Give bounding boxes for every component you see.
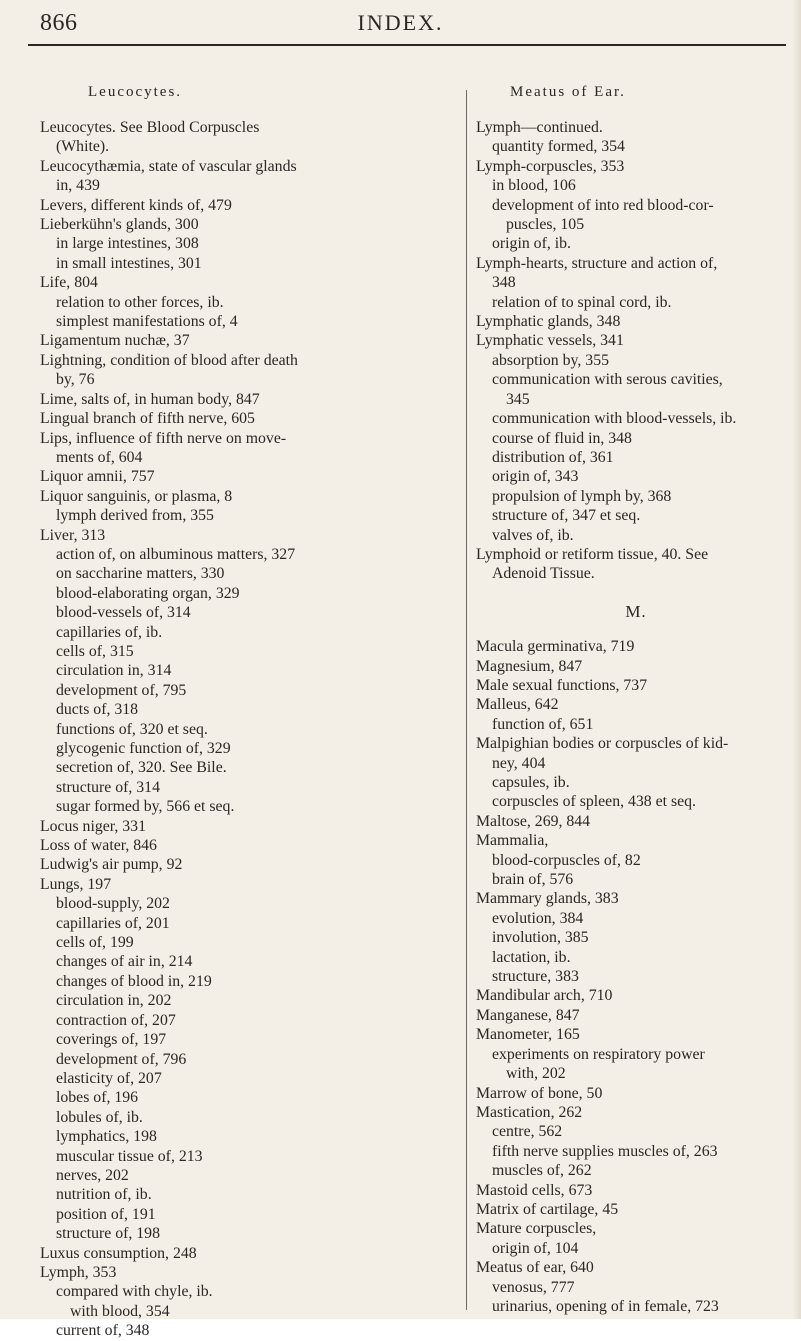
page-title: INDEX. xyxy=(357,10,444,35)
index-subentry: in, 439 xyxy=(56,177,100,195)
index-entry: Lingual branch of fifth nerve, 605 xyxy=(40,410,255,428)
index-subentry: propulsion of lymph by, 368 xyxy=(492,487,672,505)
right-column-m-entries xyxy=(476,637,796,1316)
right-column-l-entries xyxy=(476,118,796,584)
index-subentry: capillaries of, 201 xyxy=(56,914,170,932)
index-subentry: structure of, 314 xyxy=(56,778,160,796)
index-entry: Loss of water, 846 xyxy=(40,837,157,855)
index-subentry: ducts of, 318 xyxy=(56,701,139,719)
index-subentry: muscles of, 262 xyxy=(492,1162,592,1180)
index-subentry: functions of, 320 et seq. xyxy=(56,720,208,738)
index-subentry: corpuscles of spleen, 438 et seq. xyxy=(492,793,696,811)
index-subentry: changes of blood in, 219 xyxy=(56,972,212,990)
header-rule xyxy=(28,44,786,46)
index-subentry: lobes of, 196 xyxy=(56,1089,139,1107)
index-entry: Manganese, 847 xyxy=(476,1006,580,1024)
index-subentry: in small intestines, 301 xyxy=(56,254,202,272)
index-entry: Liver, 313 xyxy=(40,526,106,544)
index-subentry: communication with serous cavities, xyxy=(492,371,723,389)
index-subentry: absorption by, 355 xyxy=(492,351,610,369)
index-subentry: lobules of, ib. xyxy=(56,1108,143,1126)
index-entry: Leucocytes. See Blood Corpuscles xyxy=(40,119,260,136)
index-subentry: relation to other forces, ib. xyxy=(56,293,224,311)
index-subentry: glycogenic function of, 329 xyxy=(56,740,231,757)
running-head-left: Leucocytes. xyxy=(88,84,183,100)
index-entry: Liquor amnii, 757 xyxy=(40,468,155,486)
index-subentry: origin of, 343 xyxy=(492,468,579,486)
index-subentry: origin of, ib. xyxy=(492,235,571,253)
index-subentry: structure of, 198 xyxy=(56,1225,160,1243)
index-entry: Lymph, 353 xyxy=(40,1263,117,1281)
index-entry: Lungs, 197 xyxy=(40,875,112,893)
index-entry: Lymphatic vessels, 341 xyxy=(476,332,624,350)
index-entry: Lightning, condition of blood after death xyxy=(40,351,298,369)
index-subentry: experiments on respiratory power xyxy=(492,1045,705,1063)
index-subentry: capsules, ib. xyxy=(492,774,570,791)
index-subentry: ney, 404 xyxy=(492,754,546,772)
index-subentry: centre, 562 xyxy=(492,1123,563,1141)
index-entry: Matrix of cartilage, 45 xyxy=(476,1200,619,1218)
index-subentry: nutrition of, ib. xyxy=(56,1186,152,1204)
index-subentry: elasticity of, 207 xyxy=(56,1069,162,1087)
index-subentry: quantity formed, 354 xyxy=(492,138,625,156)
running-head-right: Meatus of Ear. xyxy=(510,84,626,100)
section-letter: M. xyxy=(625,601,647,621)
index-entry: Leucocythæmia, state of vascular glands xyxy=(40,157,297,175)
index-subentry: position of, 191 xyxy=(56,1205,156,1223)
index-subentry: communication with blood-vessels, ib. xyxy=(492,410,737,428)
index-entry: Mastoid cells, 673 xyxy=(476,1181,593,1199)
index-subentry: circulation in, 202 xyxy=(56,992,172,1010)
index-subentry: capillaries of, ib. xyxy=(56,623,163,641)
index-entry: Lieberkühn's glands, 300 xyxy=(40,216,199,234)
right-index-column xyxy=(476,118,796,1316)
index-entry: Lymphatic glands, 348 xyxy=(476,313,621,331)
index-subentry: lymphatics, 198 xyxy=(56,1128,157,1146)
index-entry: Mature corpuscles, xyxy=(476,1220,597,1238)
index-subentry: 345 xyxy=(506,390,530,408)
index-entry: Lymph-hearts, structure and action of, xyxy=(476,254,718,272)
index-entry: Ludwig's air pump, 92 xyxy=(40,856,183,874)
index-subentry: fifth nerve supplies muscles of, 263 xyxy=(492,1142,718,1160)
index-subentry: ments of, 604 xyxy=(56,448,143,466)
index-subentry: involution, 385 xyxy=(492,929,589,947)
index-subentry: with blood, 354 xyxy=(70,1302,170,1320)
index-entry: Lymph-corpuscles, 353 xyxy=(476,157,625,175)
index-subentry: circulation in, 314 xyxy=(56,662,172,680)
index-subentry: function of, 651 xyxy=(492,715,594,733)
index-entry: Life, 804 xyxy=(40,274,98,292)
index-subentry: structure, 383 xyxy=(492,968,579,986)
index-subentry: development of into red blood-cor- xyxy=(492,196,714,214)
index-entry: Malpighian bodies or corpuscles of kid- xyxy=(476,735,729,753)
index-entry: Lymph—continued. xyxy=(476,119,603,136)
index-subentry: compared with chyle, ib. xyxy=(56,1283,213,1301)
index-subentry: current of, 348 xyxy=(56,1322,150,1340)
index-entry: Locus niger, 331 xyxy=(40,817,146,835)
index-subentry: (White). xyxy=(56,138,110,156)
index-subentry: simplest manifestations of, 4 xyxy=(56,313,238,331)
index-subentry: Adenoid Tissue. xyxy=(492,565,595,583)
index-entry: Lymphoid or retiform tissue, 40. See xyxy=(476,545,709,563)
index-entry: Liquor sanguinis, or plasma, 8 xyxy=(40,487,233,505)
index-entry: Magnesium, 847 xyxy=(476,657,583,675)
index-subentry: with, 202 xyxy=(506,1065,566,1083)
index-subentry: coverings of, 197 xyxy=(56,1031,167,1049)
index-subentry: blood-supply, 202 xyxy=(56,895,170,913)
index-subentry: puscles, 105 xyxy=(506,216,585,234)
index-subentry: brain of, 576 xyxy=(492,871,574,889)
index-subentry: lactation, ib. xyxy=(492,948,571,966)
index-subentry: development of, 796 xyxy=(56,1050,187,1068)
index-entry: Manometer, 165 xyxy=(476,1026,580,1044)
index-subentry: cells of, 199 xyxy=(56,934,134,952)
index-entry: Lips, influence of fifth nerve on move- xyxy=(40,429,287,447)
index-subentry: on saccharine matters, 330 xyxy=(56,565,225,583)
index-subentry: nerves, 202 xyxy=(56,1166,129,1184)
index-subentry: 348 xyxy=(492,274,516,292)
column-divider xyxy=(466,90,467,1310)
index-subentry: origin of, 104 xyxy=(492,1239,579,1257)
index-subentry: blood-corpuscles of, 82 xyxy=(492,851,641,869)
index-subentry: secretion of, 320. See Bile. xyxy=(56,759,227,777)
index-entry: Malleus, 642 xyxy=(476,696,559,714)
index-subentry: by, 76 xyxy=(56,371,95,389)
index-subentry: development of, 795 xyxy=(56,681,187,699)
index-entry: Macula germinativa, 719 xyxy=(476,638,635,656)
index-entry: Mandibular arch, 710 xyxy=(476,987,613,1005)
index-subentry: lymph derived from, 355 xyxy=(56,507,214,525)
index-subentry: contraction of, 207 xyxy=(56,1011,176,1029)
index-subentry: course of fluid in, 348 xyxy=(492,429,632,447)
left-index-column xyxy=(40,118,455,1341)
index-entry: Maltose, 269, 844 xyxy=(476,812,591,830)
index-entry: Meatus of ear, 640 xyxy=(476,1259,594,1277)
index-subentry: distribution of, 361 xyxy=(492,448,614,466)
index-subentry: in blood, 106 xyxy=(492,177,576,195)
index-entry: Male sexual functions, 737 xyxy=(476,676,648,694)
page-number: 866 xyxy=(40,10,78,36)
index-subentry: venosus, 777 xyxy=(492,1278,575,1296)
index-subentry: relation of to spinal cord, ib. xyxy=(492,293,672,311)
index-entry: Marrow of bone, 50 xyxy=(476,1084,603,1102)
index-subentry: changes of air in, 214 xyxy=(56,953,193,971)
index-entry: Mammalia, xyxy=(476,832,549,850)
page-edge xyxy=(793,0,801,1319)
index-subentry: valves of, ib. xyxy=(492,526,574,544)
index-subentry: evolution, 384 xyxy=(492,909,584,927)
index-entry: Levers, different kinds of, 479 xyxy=(40,196,232,214)
index-subentry: blood-vessels of, 314 xyxy=(56,604,191,622)
index-entry: Ligamentum nuchæ, 37 xyxy=(40,332,190,350)
index-subentry: urinarius, opening of in female, 723 xyxy=(492,1297,719,1315)
index-entry: Mastication, 262 xyxy=(476,1103,583,1121)
index-subentry: muscular tissue of, 213 xyxy=(56,1147,203,1165)
index-subentry: cells of, 315 xyxy=(56,642,134,660)
index-entry: Luxus consumption, 248 xyxy=(40,1244,197,1262)
index-subentry: blood-elaborating organ, 329 xyxy=(56,584,240,602)
index-subentry: sugar formed by, 566 et seq. xyxy=(56,798,235,816)
index-subentry: in large intestines, 308 xyxy=(56,235,199,253)
index-subentry: structure of, 347 et seq. xyxy=(492,507,641,525)
index-subentry: action of, on albuminous matters, 327 xyxy=(56,545,296,563)
index-entry: Lime, salts of, in human body, 847 xyxy=(40,390,260,408)
index-entry: Mammary glands, 383 xyxy=(476,890,619,908)
